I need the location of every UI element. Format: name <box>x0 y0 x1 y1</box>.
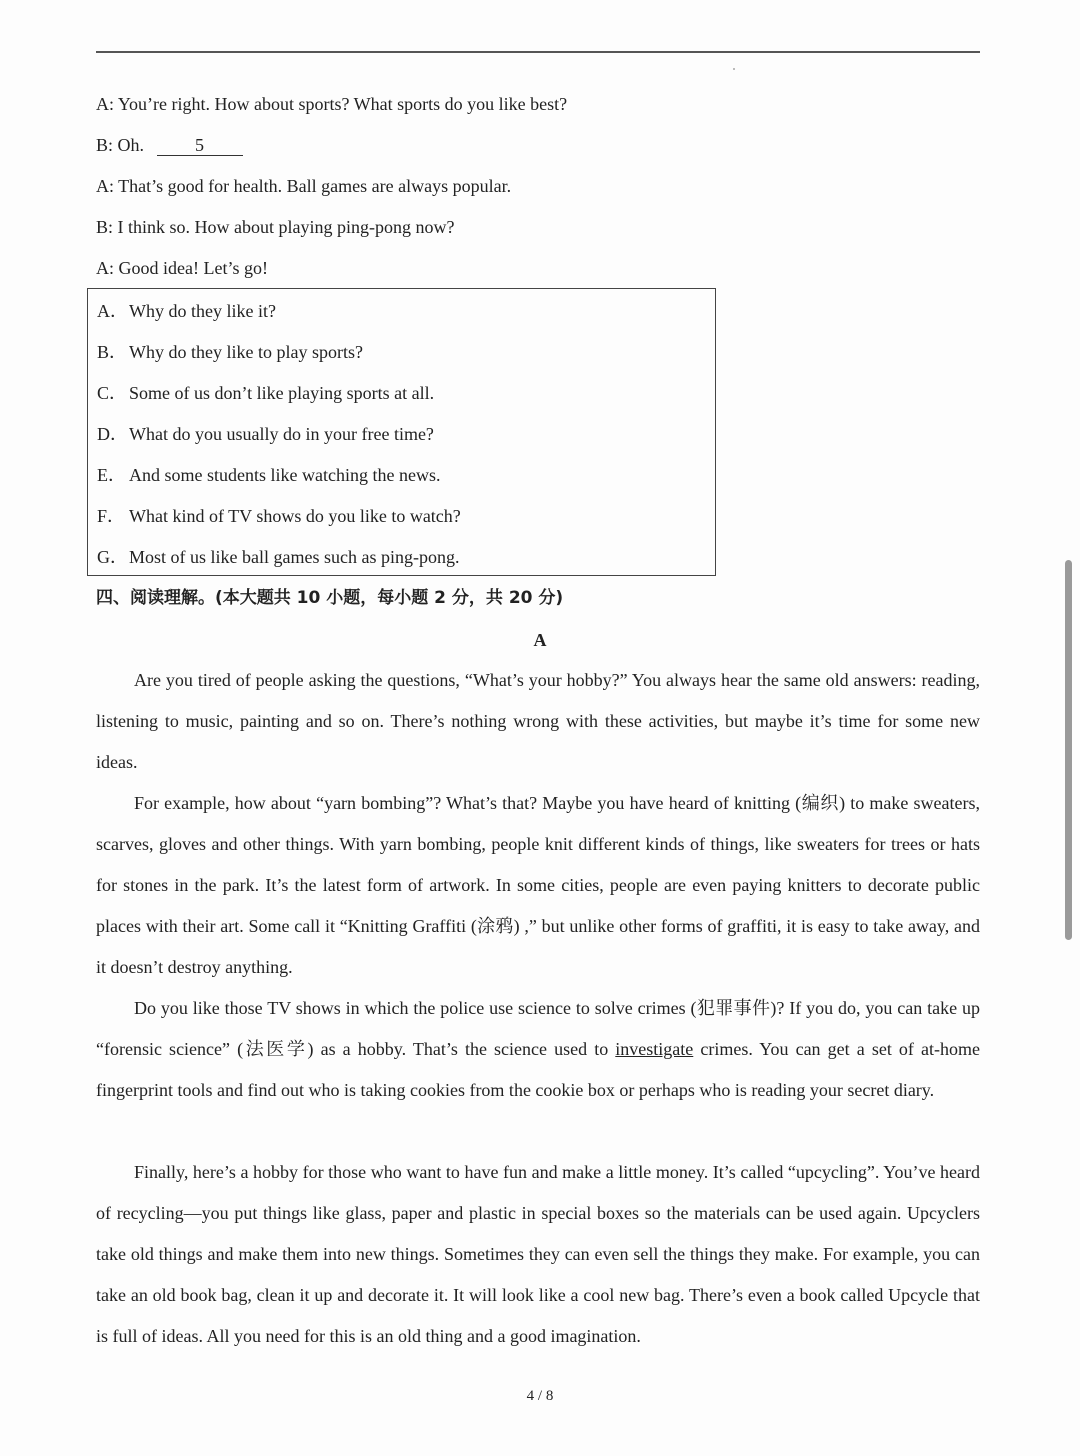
option-text: Why do they like it? <box>129 301 276 321</box>
option-text: Some of us don’t like playing sports at all. <box>129 383 435 403</box>
dialogue-speaker: B: Oh. <box>96 135 145 155</box>
scan-speck <box>733 68 735 70</box>
option-item <box>97 340 363 364</box>
dialogue-line: A: You’re right. How about sports? What sports do you like best? <box>96 94 568 114</box>
option-item <box>97 504 461 528</box>
option-text: Why do they like to play sports? <box>129 342 363 362</box>
option-text: What kind of TV shows do you like to watch? <box>129 506 461 526</box>
passage-paragraph-2: For example, how about “yarn bombing”? What’s that? Maybe you have heard of knitting (编织) to make sweaters, scarves, gloves and other things. With yarn bombing, people knit different kinds of things, like sweaters for trees or hats for stones in the park. It’s the latest form of artwork. In some cities, people are even paying knitters to decorate public places with their art. Some call it “Knitting Graffiti (涂鸦) ,” but unlike other forms of graffiti, it is easy to take away, and it doesn’t destroy anything. <box>96 793 980 977</box>
option-item <box>97 299 276 323</box>
dialogue-line <box>96 133 243 157</box>
option-letter: D． <box>97 424 128 444</box>
underlined-word: investigate <box>615 1039 694 1059</box>
options-box <box>87 288 716 576</box>
option-item <box>97 463 440 487</box>
option-item <box>97 381 434 405</box>
paragraph-text: crimes. You can get a set of at-home fingerprint tools and find out who is taking cookies from the cookie box or perhaps who is reading your secret diary. <box>96 1039 980 1100</box>
section-heading: 四、阅读理解。(本大题共 10 小题，每小题 2 分，共 20 分) <box>96 588 564 608</box>
passage-paragraph-4: Finally, here’s a hobby for those who want to have fun and make a little money. It’s called “upcycling”. You’ve heard of recycling—you put things like glass, paper and plastic in special boxes so the materials can be used again. Upcyclers take old things and make them into new things. Sometimes they can even sell the things they make. For example, you can take an old book bag, clean it up and decorate it. It will look like a cool new bag. There’s even a book called Upcycle that is full of ideas. All you need for this is an old thing and a good imagination. <box>96 1162 980 1346</box>
option-item <box>97 545 459 569</box>
option-letter: B． <box>97 342 128 362</box>
option-text: What do you usually do in your free time? <box>129 424 434 444</box>
option-letter: G． <box>97 547 128 567</box>
scrollbar-thumb[interactable] <box>1065 560 1072 940</box>
option-letter: E． <box>97 465 126 485</box>
passage-label: A <box>533 630 547 650</box>
page-number: 4 / 8 <box>526 1388 554 1404</box>
dialogue-line: A: Good idea! Let’s go! <box>96 258 268 278</box>
option-item <box>97 422 434 446</box>
answer-blank: 5 <box>157 135 243 156</box>
dialogue-line: A: That’s good for health. Ball games are always popular. <box>96 176 512 196</box>
dialogue-line: B: I think so. How about playing ping-pong now? <box>96 217 455 237</box>
passage-paragraph-1: Are you tired of people asking the questions, “What’s your hobby?” You always hear the same old answers: reading, listening to music, painting and so on. There’s nothing wrong with these activities, but maybe it’s time for some new ideas. <box>96 670 980 772</box>
header-rule <box>96 51 980 53</box>
paragraph-text: Do you like those TV shows in which the police use science to solve crimes (犯罪事件)? If you do, you can take up “forensic science” (法医学) as a hobby. That’s the science used to <box>96 998 980 1059</box>
passage-paragraph-3 <box>96 988 980 1111</box>
option-letter: A． <box>97 301 128 321</box>
option-letter: F． <box>97 506 126 526</box>
option-text: And some students like watching the news. <box>129 465 441 485</box>
option-text: Most of us like ball games such as ping-pong. <box>129 547 460 567</box>
option-letter: C． <box>97 383 128 403</box>
